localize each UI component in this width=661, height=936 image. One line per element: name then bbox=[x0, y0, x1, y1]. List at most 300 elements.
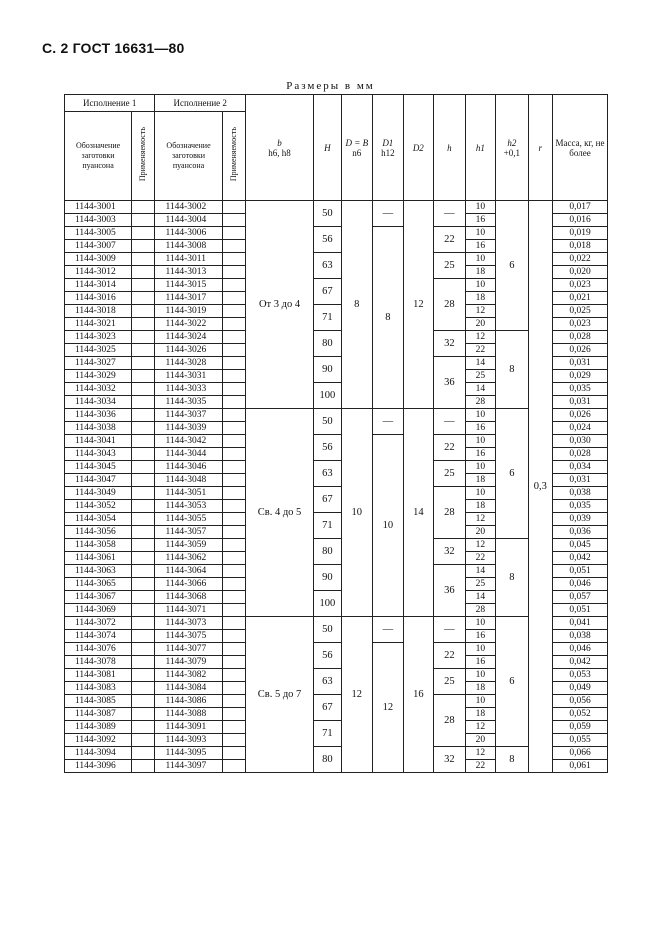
table-row bbox=[65, 201, 608, 214]
h-value: 36 bbox=[434, 357, 466, 409]
mass-value: 0,030 bbox=[553, 435, 608, 448]
H-value: 56 bbox=[314, 643, 341, 669]
applicability-1 bbox=[132, 331, 155, 344]
applicability-2 bbox=[222, 461, 245, 474]
applicability-1 bbox=[132, 617, 155, 630]
mass-value: 0,057 bbox=[553, 591, 608, 604]
designation-1: 1144-3003 bbox=[65, 214, 132, 227]
designation-2: 1144-3039 bbox=[155, 422, 222, 435]
mass-value: 0,028 bbox=[553, 331, 608, 344]
designation-1: 1144-3083 bbox=[65, 682, 132, 695]
H-value: 90 bbox=[314, 357, 341, 383]
mass-value: 0,018 bbox=[553, 240, 608, 253]
h1-value: 20 bbox=[465, 526, 496, 539]
mass-value: 0,051 bbox=[553, 604, 608, 617]
designation-1: 1144-3027 bbox=[65, 357, 132, 370]
designation-1: 1144-3094 bbox=[65, 747, 132, 760]
H-value: 63 bbox=[314, 461, 341, 487]
designation-2: 1144-3097 bbox=[155, 760, 222, 773]
h1-value: 18 bbox=[465, 500, 496, 513]
designation-2: 1144-3037 bbox=[155, 409, 222, 422]
h1-value: 16 bbox=[465, 630, 496, 643]
D1-value: — bbox=[373, 617, 404, 643]
applicability-2 bbox=[222, 409, 245, 422]
applicability-1 bbox=[132, 708, 155, 721]
applicability-2 bbox=[222, 721, 245, 734]
mass-value: 0,021 bbox=[553, 292, 608, 305]
col-applicability-2: Применяемость bbox=[222, 112, 245, 201]
table-caption: Размеры в мм bbox=[286, 80, 375, 92]
h2-value: 8 bbox=[496, 539, 529, 617]
h1-value: 25 bbox=[465, 370, 496, 383]
designation-1: 1144-3067 bbox=[65, 591, 132, 604]
table-row bbox=[65, 617, 608, 630]
applicability-2 bbox=[222, 565, 245, 578]
designation-1: 1144-3085 bbox=[65, 695, 132, 708]
h-value: 28 bbox=[434, 695, 466, 747]
table-row bbox=[65, 539, 608, 552]
applicability-2 bbox=[222, 552, 245, 565]
designation-1: 1144-3012 bbox=[65, 266, 132, 279]
mass-value: 0,056 bbox=[553, 695, 608, 708]
h-value: 36 bbox=[434, 565, 466, 617]
col-designation-1: Обозначение заготовки пуансона bbox=[65, 112, 132, 201]
applicability-1 bbox=[132, 318, 155, 331]
applicability-2 bbox=[222, 526, 245, 539]
mass-value: 0,019 bbox=[553, 227, 608, 240]
h-value: 25 bbox=[434, 461, 466, 487]
h2-value: 6 bbox=[496, 409, 529, 539]
table-row bbox=[65, 409, 608, 422]
applicability-2 bbox=[222, 370, 245, 383]
mass-value: 0,066 bbox=[553, 747, 608, 760]
designation-2: 1144-3026 bbox=[155, 344, 222, 357]
h-value: 22 bbox=[434, 643, 466, 669]
H-value: 63 bbox=[314, 669, 341, 695]
col-designation-2: Обозначение заготовки пуансона bbox=[155, 112, 222, 201]
designation-1: 1144-3043 bbox=[65, 448, 132, 461]
mass-value: 0,035 bbox=[553, 383, 608, 396]
h1-value: 28 bbox=[465, 604, 496, 617]
h1-value: 16 bbox=[465, 448, 496, 461]
designation-2: 1144-3073 bbox=[155, 617, 222, 630]
designation-1: 1144-3092 bbox=[65, 734, 132, 747]
applicability-1 bbox=[132, 747, 155, 760]
mass-value: 0,059 bbox=[553, 721, 608, 734]
designation-2: 1144-3068 bbox=[155, 591, 222, 604]
applicability-1 bbox=[132, 552, 155, 565]
H-value: 56 bbox=[314, 227, 341, 253]
h2-value: 8 bbox=[496, 747, 529, 773]
mass-value: 0,026 bbox=[553, 409, 608, 422]
applicability-1 bbox=[132, 669, 155, 682]
applicability-2 bbox=[222, 331, 245, 344]
designation-2: 1144-3095 bbox=[155, 747, 222, 760]
applicability-2 bbox=[222, 669, 245, 682]
h-value: 28 bbox=[434, 487, 466, 539]
applicability-1 bbox=[132, 305, 155, 318]
group-header-2: Исполнение 2 bbox=[155, 95, 245, 112]
designation-1: 1144-3009 bbox=[65, 253, 132, 266]
mass-value: 0,022 bbox=[553, 253, 608, 266]
mass-value: 0,046 bbox=[553, 643, 608, 656]
h1-value: 14 bbox=[465, 357, 496, 370]
designation-2: 1144-3002 bbox=[155, 201, 222, 214]
mass-value: 0,031 bbox=[553, 357, 608, 370]
applicability-1 bbox=[132, 643, 155, 656]
applicability-1 bbox=[132, 435, 155, 448]
designation-2: 1144-3046 bbox=[155, 461, 222, 474]
applicability-1 bbox=[132, 682, 155, 695]
mass-value: 0,028 bbox=[553, 448, 608, 461]
applicability-1 bbox=[132, 448, 155, 461]
applicability-1 bbox=[132, 656, 155, 669]
H-value: 50 bbox=[314, 201, 341, 227]
dimensions-table bbox=[64, 94, 608, 773]
mass-value: 0,035 bbox=[553, 500, 608, 513]
designation-2: 1144-3062 bbox=[155, 552, 222, 565]
h1-value: 10 bbox=[465, 279, 496, 292]
applicability-1 bbox=[132, 396, 155, 409]
designation-2: 1144-3088 bbox=[155, 708, 222, 721]
designation-2: 1144-3031 bbox=[155, 370, 222, 383]
mass-value: 0,036 bbox=[553, 526, 608, 539]
mass-value: 0,029 bbox=[553, 370, 608, 383]
applicability-2 bbox=[222, 682, 245, 695]
applicability-2 bbox=[222, 604, 245, 617]
designation-1: 1144-3087 bbox=[65, 708, 132, 721]
h-value: — bbox=[434, 409, 466, 435]
designation-1: 1144-3041 bbox=[65, 435, 132, 448]
mass-value: 0,023 bbox=[553, 318, 608, 331]
h-value: 25 bbox=[434, 253, 466, 279]
applicability-2 bbox=[222, 305, 245, 318]
col-mass: Масса, кг, не более bbox=[553, 95, 608, 201]
h1-value: 18 bbox=[465, 266, 496, 279]
mass-value: 0,023 bbox=[553, 279, 608, 292]
applicability-2 bbox=[222, 435, 245, 448]
designation-1: 1144-3045 bbox=[65, 461, 132, 474]
D2-value: 12 bbox=[403, 201, 434, 409]
applicability-2 bbox=[222, 357, 245, 370]
h-value: 25 bbox=[434, 669, 466, 695]
designation-2: 1144-3051 bbox=[155, 487, 222, 500]
mass-value: 0,041 bbox=[553, 617, 608, 630]
D1-value: 12 bbox=[373, 643, 404, 773]
designation-2: 1144-3044 bbox=[155, 448, 222, 461]
h-value: — bbox=[434, 617, 466, 643]
applicability-2 bbox=[222, 474, 245, 487]
h1-value: 10 bbox=[465, 409, 496, 422]
applicability-2 bbox=[222, 487, 245, 500]
col-D-eq-B: D = B n6 bbox=[341, 95, 373, 201]
mass-value: 0,051 bbox=[553, 565, 608, 578]
col-h2: h2 +0,1 bbox=[496, 95, 529, 201]
designation-1: 1144-3038 bbox=[65, 422, 132, 435]
col-D2: D2 bbox=[403, 95, 434, 201]
applicability-1 bbox=[132, 344, 155, 357]
h1-value: 10 bbox=[465, 695, 496, 708]
applicability-1 bbox=[132, 461, 155, 474]
designation-1: 1144-3074 bbox=[65, 630, 132, 643]
applicability-2 bbox=[222, 630, 245, 643]
designation-2: 1144-3082 bbox=[155, 669, 222, 682]
H-value: 71 bbox=[314, 721, 341, 747]
h1-value: 14 bbox=[465, 565, 496, 578]
designation-1: 1144-3096 bbox=[65, 760, 132, 773]
H-value: 71 bbox=[314, 513, 341, 539]
applicability-2 bbox=[222, 500, 245, 513]
applicability-2 bbox=[222, 708, 245, 721]
h1-value: 22 bbox=[465, 344, 496, 357]
col-b: b h6, h8 bbox=[245, 95, 313, 201]
applicability-1 bbox=[132, 721, 155, 734]
D1-value: — bbox=[373, 201, 404, 227]
applicability-1 bbox=[132, 279, 155, 292]
col-applicability-1: Применяемость bbox=[132, 112, 155, 201]
applicability-2 bbox=[222, 383, 245, 396]
designation-2: 1144-3066 bbox=[155, 578, 222, 591]
applicability-2 bbox=[222, 422, 245, 435]
h1-value: 12 bbox=[465, 721, 496, 734]
h1-value: 16 bbox=[465, 214, 496, 227]
h1-value: 10 bbox=[465, 617, 496, 630]
h1-value: 14 bbox=[465, 383, 496, 396]
designation-2: 1144-3015 bbox=[155, 279, 222, 292]
designation-2: 1144-3091 bbox=[155, 721, 222, 734]
designation-2: 1144-3006 bbox=[155, 227, 222, 240]
designation-1: 1144-3078 bbox=[65, 656, 132, 669]
designation-1: 1144-3061 bbox=[65, 552, 132, 565]
designation-2: 1144-3084 bbox=[155, 682, 222, 695]
applicability-1 bbox=[132, 474, 155, 487]
applicability-2 bbox=[222, 318, 245, 331]
designation-2: 1144-3055 bbox=[155, 513, 222, 526]
D-value: 12 bbox=[341, 617, 373, 773]
h1-value: 20 bbox=[465, 734, 496, 747]
designation-1: 1144-3005 bbox=[65, 227, 132, 240]
h1-value: 12 bbox=[465, 305, 496, 318]
mass-value: 0,034 bbox=[553, 461, 608, 474]
applicability-1 bbox=[132, 266, 155, 279]
designation-2: 1144-3053 bbox=[155, 500, 222, 513]
designation-2: 1144-3035 bbox=[155, 396, 222, 409]
applicability-2 bbox=[222, 513, 245, 526]
H-value: 80 bbox=[314, 331, 341, 357]
H-value: 80 bbox=[314, 539, 341, 565]
h1-value: 12 bbox=[465, 513, 496, 526]
h-value: — bbox=[434, 201, 466, 227]
applicability-1 bbox=[132, 357, 155, 370]
applicability-1 bbox=[132, 604, 155, 617]
mass-value: 0,025 bbox=[553, 305, 608, 318]
applicability-2 bbox=[222, 734, 245, 747]
col-H: H bbox=[314, 95, 341, 201]
applicability-1 bbox=[132, 565, 155, 578]
applicability-1 bbox=[132, 253, 155, 266]
b-range: Св. 5 до 7 bbox=[245, 617, 313, 773]
h-value: 22 bbox=[434, 435, 466, 461]
applicability-1 bbox=[132, 526, 155, 539]
designation-2: 1144-3017 bbox=[155, 292, 222, 305]
designation-2: 1144-3004 bbox=[155, 214, 222, 227]
applicability-1 bbox=[132, 539, 155, 552]
applicability-1 bbox=[132, 227, 155, 240]
applicability-1 bbox=[132, 513, 155, 526]
mass-value: 0,053 bbox=[553, 669, 608, 682]
col-r: r bbox=[528, 95, 552, 201]
H-value: 100 bbox=[314, 383, 341, 409]
D-value: 10 bbox=[341, 409, 373, 617]
applicability-1 bbox=[132, 578, 155, 591]
designation-1: 1144-3025 bbox=[65, 344, 132, 357]
applicability-2 bbox=[222, 539, 245, 552]
D2-value: 16 bbox=[403, 617, 434, 773]
applicability-2 bbox=[222, 214, 245, 227]
designation-1: 1144-3047 bbox=[65, 474, 132, 487]
table-row bbox=[65, 331, 608, 344]
h1-value: 10 bbox=[465, 669, 496, 682]
mass-value: 0,024 bbox=[553, 422, 608, 435]
H-value: 67 bbox=[314, 487, 341, 513]
designation-2: 1144-3008 bbox=[155, 240, 222, 253]
applicability-2 bbox=[222, 279, 245, 292]
h1-value: 12 bbox=[465, 747, 496, 760]
page-header: С. 2 ГОСТ 16631—80 bbox=[42, 40, 185, 56]
h2-value: 6 bbox=[496, 201, 529, 331]
designation-1: 1144-3063 bbox=[65, 565, 132, 578]
applicability-2 bbox=[222, 695, 245, 708]
applicability-1 bbox=[132, 214, 155, 227]
designation-2: 1144-3093 bbox=[155, 734, 222, 747]
designation-1: 1144-3016 bbox=[65, 292, 132, 305]
H-value: 63 bbox=[314, 253, 341, 279]
D2-value: 14 bbox=[403, 409, 434, 617]
designation-1: 1144-3054 bbox=[65, 513, 132, 526]
applicability-2 bbox=[222, 240, 245, 253]
H-value: 67 bbox=[314, 279, 341, 305]
designation-1: 1144-3023 bbox=[65, 331, 132, 344]
h1-value: 14 bbox=[465, 591, 496, 604]
mass-value: 0,052 bbox=[553, 708, 608, 721]
designation-1: 1144-3032 bbox=[65, 383, 132, 396]
h-value: 32 bbox=[434, 539, 466, 565]
mass-value: 0,026 bbox=[553, 344, 608, 357]
designation-2: 1144-3022 bbox=[155, 318, 222, 331]
designation-2: 1144-3019 bbox=[155, 305, 222, 318]
applicability-2 bbox=[222, 760, 245, 773]
applicability-2 bbox=[222, 591, 245, 604]
designation-2: 1144-3033 bbox=[155, 383, 222, 396]
applicability-2 bbox=[222, 201, 245, 214]
H-value: 71 bbox=[314, 305, 341, 331]
applicability-1 bbox=[132, 292, 155, 305]
applicability-2 bbox=[222, 253, 245, 266]
h1-value: 18 bbox=[465, 474, 496, 487]
applicability-2 bbox=[222, 643, 245, 656]
mass-value: 0,042 bbox=[553, 656, 608, 669]
H-value: 80 bbox=[314, 747, 341, 773]
designation-1: 1144-3007 bbox=[65, 240, 132, 253]
designation-2: 1144-3024 bbox=[155, 331, 222, 344]
H-value: 67 bbox=[314, 695, 341, 721]
applicability-2 bbox=[222, 292, 245, 305]
h2-value: 6 bbox=[496, 617, 529, 747]
mass-value: 0,017 bbox=[553, 201, 608, 214]
designation-1: 1144-3018 bbox=[65, 305, 132, 318]
H-value: 100 bbox=[314, 591, 341, 617]
mass-value: 0,016 bbox=[553, 214, 608, 227]
designation-1: 1144-3001 bbox=[65, 201, 132, 214]
D1-value: 8 bbox=[373, 227, 404, 409]
mass-value: 0,031 bbox=[553, 474, 608, 487]
h1-value: 10 bbox=[465, 253, 496, 266]
designation-2: 1144-3064 bbox=[155, 565, 222, 578]
designation-1: 1144-3036 bbox=[65, 409, 132, 422]
h2-value: 8 bbox=[496, 331, 529, 409]
designation-1: 1144-3014 bbox=[65, 279, 132, 292]
designation-2: 1144-3042 bbox=[155, 435, 222, 448]
designation-2: 1144-3071 bbox=[155, 604, 222, 617]
h1-value: 16 bbox=[465, 656, 496, 669]
h1-value: 10 bbox=[465, 487, 496, 500]
h1-value: 10 bbox=[465, 227, 496, 240]
h1-value: 18 bbox=[465, 708, 496, 721]
applicability-1 bbox=[132, 500, 155, 513]
h1-value: 18 bbox=[465, 682, 496, 695]
applicability-1 bbox=[132, 370, 155, 383]
designation-2: 1144-3048 bbox=[155, 474, 222, 487]
h1-value: 12 bbox=[465, 331, 496, 344]
h1-value: 16 bbox=[465, 240, 496, 253]
designation-1: 1144-3081 bbox=[65, 669, 132, 682]
designation-1: 1144-3072 bbox=[65, 617, 132, 630]
D-value: 8 bbox=[341, 201, 373, 409]
h1-value: 10 bbox=[465, 461, 496, 474]
applicability-1 bbox=[132, 630, 155, 643]
designation-2: 1144-3077 bbox=[155, 643, 222, 656]
group-header-1: Исполнение 1 bbox=[65, 95, 155, 112]
designation-2: 1144-3013 bbox=[155, 266, 222, 279]
designation-2: 1144-3079 bbox=[155, 656, 222, 669]
mass-value: 0,038 bbox=[553, 630, 608, 643]
h1-value: 22 bbox=[465, 760, 496, 773]
mass-value: 0,020 bbox=[553, 266, 608, 279]
h1-value: 10 bbox=[465, 435, 496, 448]
h1-value: 12 bbox=[465, 539, 496, 552]
H-value: 56 bbox=[314, 435, 341, 461]
designation-2: 1144-3057 bbox=[155, 526, 222, 539]
designation-1: 1144-3076 bbox=[65, 643, 132, 656]
H-value: 50 bbox=[314, 617, 341, 643]
designation-1: 1144-3069 bbox=[65, 604, 132, 617]
applicability-1 bbox=[132, 409, 155, 422]
h-value: 32 bbox=[434, 331, 466, 357]
designation-1: 1144-3049 bbox=[65, 487, 132, 500]
designation-1: 1144-3058 bbox=[65, 539, 132, 552]
designation-2: 1144-3075 bbox=[155, 630, 222, 643]
h1-value: 10 bbox=[465, 643, 496, 656]
designation-1: 1144-3065 bbox=[65, 578, 132, 591]
applicability-1 bbox=[132, 422, 155, 435]
designation-1: 1144-3034 bbox=[65, 396, 132, 409]
h-value: 32 bbox=[434, 747, 466, 773]
applicability-2 bbox=[222, 344, 245, 357]
h-value: 28 bbox=[434, 279, 466, 331]
D1-value: — bbox=[373, 409, 404, 435]
applicability-1 bbox=[132, 695, 155, 708]
h1-value: 16 bbox=[465, 422, 496, 435]
